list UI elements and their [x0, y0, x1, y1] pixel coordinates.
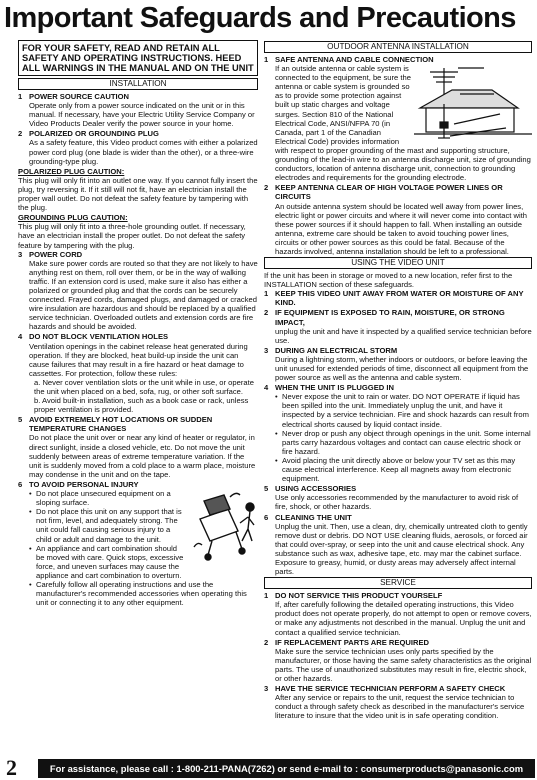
item-text: Do not place the unit over or near any kind of heater or regulator, in direct sunlight, inside a closed vehicle, etc. Do not move the unit suddenly between areas of extreme temperature variation. If the unit is suddenly moved from a cold place to a warm place, moisture may condense in the unit and on the tape.	[29, 433, 256, 479]
item-title: IF EQUIPMENT IS EXPOSED TO RAIN, MOISTURE, OR STRONG IMPACT,	[275, 308, 505, 327]
service-item-1	[264, 591, 532, 636]
bullet-item: • Do not place this unit on any support that is not firm, level, and adequately strong. The unit could fall causing serious injury to a child or adult and damage to the unit.	[29, 507, 258, 543]
item-text: Unplug the unit. Then, use a clean, dry, chemically untreated cloth to gently remove dust or debris. DO NOT USE cleaning fluids, aerosols, or forced air that could over-spray, or seep into the unit and cause electrical shock. Any substance such as wax, adhesive tape, etc. may mar the cabinet surface. Exposure to greasy, humid, or dusty areas may adversely affect internal parts.	[275, 521, 528, 577]
item-title: DURING AN ELECTRICAL STORM	[275, 345, 398, 355]
installation-item-1	[18, 92, 258, 128]
item-number: 1	[264, 55, 269, 64]
item-number: 2	[264, 637, 269, 647]
service-item-2	[264, 638, 532, 683]
antenna-grounding-diagram	[414, 64, 532, 142]
item-text: During a lightning storm, whether indoors or outdoors, or before leaving the unit unused for extended periods of time, disconnect all equipment from the power source as well as the antenna and cable system.	[275, 354, 529, 383]
item-title: WHEN THE UNIT IS PLUGGED IN	[275, 383, 394, 393]
item-text: Operate only from a power source indicated on the unit or in this manual. If necessary, have your Electric Utility Service Company or Video Products Dealer verify the power source in your home.	[29, 101, 255, 129]
item-text: After any service or repairs to the unit, request the service technician to conduct a through safety check as described in the manufacturer's service literature to insure that the video unit is in safe operating condition.	[275, 693, 525, 721]
item-number: 6	[264, 512, 269, 522]
item-text: Make sure the service technician uses only parts specified by the manufacturer, or those having the same safety characteristics as the original parts. The use of unauthorized substitutes may result in fire, electric shock, or other hazards.	[275, 646, 532, 683]
assistance-bar: For assistance, please call : 1-800-211-PANA(7262) or send e-mail to : consumerproducts@panasonic.com	[38, 759, 535, 778]
item-number: 6	[18, 479, 23, 489]
item-title: AVOID EXTREMELY HOT LOCATIONS OR SUDDEN TEMPERATURE CHANGES	[29, 415, 213, 434]
item-number: 5	[18, 415, 23, 425]
item-number: 2	[18, 129, 23, 139]
item-number: 4	[18, 332, 23, 342]
installation-item-3	[18, 250, 258, 332]
item-title: POWER CORD	[29, 249, 83, 259]
video-item-4	[264, 383, 532, 483]
item-text: If an outside antenna or cable system is connected to the equipment, be sure the antenna or cable system is grounded so as to provide some protection against built up static charges and voltage surges. Section 810 of the National Electrical Code, ANSI/NFPA 70 (in Canada, part 1 of the Canadian Electrical Code) provides information with respect to proper grounding of the mast and supporting structure, grounding of the lead-in wire to an antenna discharge unit, size of grounding conductors, location of antenna discharge unit, connection to grounding electrodes and requirements for the grounding electrode.	[275, 64, 531, 183]
section-header-service: SERVICE	[264, 577, 532, 589]
item-text: An outside antenna system should be located well away from power lines, electric light or power circuits and where it will never come into contact with these power sources if it should happen to fall. When installing an outside antenna, extreme care should be taken to avoid touching power lines, circuits or other power sources as this could be fatal. Because of the hazards involved, antenna installation should be left to a professional.	[275, 201, 527, 256]
video-intro: If the unit has been in storage or moved to a new location, refer first to the INSTALLATION section of these safeguards.	[264, 271, 513, 290]
page-footer	[0, 757, 537, 780]
bullet-item: • Carefully follow all operating instructions and use the manufacturer's recommended accessories when operating this unit or connecting it to any other equipment.	[29, 580, 258, 607]
item-number: 3	[18, 249, 23, 259]
bullet-item: • Never drop or push any object through openings in the unit. Some internal parts carry hazardous voltages and contact can cause electric shock or fire hazard.	[275, 429, 532, 456]
item-text: Make sure power cords are routed so that they are not likely to have anything rest on them, roll over them, or be in the way of walking traffic. If an extension cord is used, make sure it also has either a polarized or grounded plug and that the cords can be securely connected. Frayed cords, damaged plugs, and damaged or cracked wire insulation are hazardous and should be replaced by a qualified service technician. Overloaded outlets and extension cords are fire hazards and should be avoided.	[29, 258, 258, 332]
subheading: GROUNDING PLUG CAUTION:	[18, 213, 128, 223]
item-title: POLARIZED OR GROUNDING PLUG	[29, 129, 159, 139]
bullet-item: • Do not place unsecured equipment on a sloping surface.	[29, 489, 258, 507]
antenna-item-1	[264, 55, 532, 182]
item-number: 4	[264, 383, 269, 393]
item-title: USING ACCESSORIES	[275, 484, 357, 494]
plugged-in-bullets	[275, 392, 532, 483]
item-number: 5	[264, 484, 269, 494]
item-title: HAVE THE SERVICE TECHNICIAN PERFORM A SAFETY CHECK	[275, 684, 506, 694]
item-title: DO NOT SERVICE THIS PRODUCT YOURSELF	[275, 591, 443, 601]
bullet-item: • Avoid placing the unit directly above or below your TV set as this may cause electrical interference. Keep all magnets away from electronic equipment.	[275, 456, 532, 483]
injury-bullets	[29, 489, 258, 607]
video-item-5	[264, 484, 532, 511]
item-title: TO AVOID PERSONAL INJURY	[29, 479, 139, 489]
item-text: Ventilation openings in the cabinet release heat generated during operation. If they are blocked, heat build-up inside the unit can cause failures that may result in a fire hazard or heat damage to cassettes. For protection, follow these rules:	[29, 341, 248, 378]
paragraph: This plug will only fit into a three-hole grounding outlet. If necessary, have an electrician install the proper outlet. Do not defeat the safety feature by tampering with the plug.	[18, 222, 246, 250]
installation-item-5	[18, 415, 258, 479]
bullet-item: • An appliance and cart combination should be moved with care. Quick stops, excessive force, and uneven surfaces may cause the appliance and cart combination to overturn.	[29, 544, 258, 580]
paragraph: This plug will only fit into an outlet one way. If you cannot fully insert the plug, try reversing it. If it still will not fit, have an electrician install the proper wall outlet. Do not defeat the safety feature by tampering with the plug.	[18, 175, 258, 213]
item-title: CLEANING THE UNIT	[275, 512, 352, 522]
polarized-plug-caution	[18, 167, 258, 212]
section-header-video-unit: USING THE VIDEO UNIT	[264, 257, 532, 269]
item-title: IF REPLACEMENT PARTS ARE REQUIRED	[275, 637, 429, 647]
installation-item-4	[18, 332, 258, 414]
item-number: 3	[264, 684, 269, 694]
video-item-2	[264, 308, 532, 344]
bullet-item: • Never expose the unit to rain or water. DO NOT OPERATE if liquid has been spilled into the unit. Immediately unplug the unit, and have it inspected by a service technician. Fire and shock hazards can result from electrical shorts caused by liquid contact inside.	[275, 392, 532, 428]
item-number: 3	[264, 345, 269, 355]
subheading: POLARIZED PLUG CAUTION:	[18, 166, 125, 176]
antenna-item-2	[264, 183, 532, 256]
item-number: 2	[264, 183, 269, 193]
item-title: SAFE ANTENNA AND CABLE CONNECTION	[275, 55, 434, 64]
section-header-installation: INSTALLATION	[18, 78, 258, 90]
item-title: KEEP ANTENNA CLEAR OF HIGH VOLTAGE POWER LINES OR CIRCUITS	[275, 183, 503, 202]
right-column	[264, 40, 532, 756]
item-number: 2	[264, 308, 269, 318]
item-text: unplug the unit and have it inspected by a qualified service technician before use.	[275, 326, 532, 345]
video-item-6	[264, 513, 532, 577]
item-title: POWER SOURCE CAUTION	[29, 92, 129, 101]
item-text: As a safety feature, this Video product comes with either a polarized power cord plug (one blade is wider than the other), or a three-wire grounding-type plug.	[29, 138, 258, 166]
item-number: 1	[18, 92, 23, 101]
grounding-plug-caution	[18, 213, 258, 249]
video-item-1	[264, 289, 532, 307]
item-title: KEEP THIS VIDEO UNIT AWAY FROM WATER OR MOISTURE OF ANY KIND.	[275, 289, 524, 308]
rule-a: a. Never cover ventilation slots or the unit while in use, or operate the unit when placed on a bed, sofa, rug, or other soft surface.	[34, 377, 254, 396]
video-item-3	[264, 346, 532, 382]
page-title: Important Safeguards and Precautions	[4, 2, 516, 34]
item-number: 1	[264, 591, 269, 601]
safety-warning-box: FOR YOUR SAFETY, READ AND RETAIN ALL SAFETY AND OPERATING INSTRUCTIONS. HEED ALL WARNINGS IN THE MANUAL AND ON THE UNIT	[18, 40, 258, 76]
left-column	[18, 40, 258, 756]
installation-item-2	[18, 129, 258, 165]
rule-b: b. Avoid built-in installation, such as a book case or rack, unless proper ventilation is provided.	[34, 396, 249, 415]
item-text: Use only accessories recommended by the manufacturer to avoid risk of fire, shock, or other hazards.	[275, 493, 519, 512]
installation-item-6	[18, 480, 258, 607]
section-header-antenna: OUTDOOR ANTENNA INSTALLATION	[264, 41, 532, 53]
item-text: If, after carefully following the detailed operating instructions, this Video product does not operate properly, do not attempt to open or remove covers, or make any adjustments not described in the manual. Unplug the unit and contact a qualified service technician.	[275, 600, 532, 637]
service-item-3	[264, 684, 532, 720]
page-number: 2	[6, 755, 17, 780]
item-title: DO NOT BLOCK VENTILATION HOLES	[29, 332, 169, 342]
item-number: 1	[264, 289, 269, 299]
